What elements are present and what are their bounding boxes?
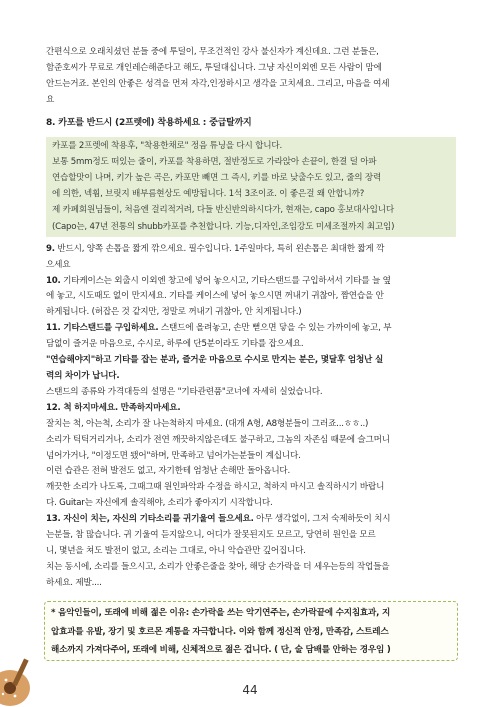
line-text: 잘치는 척, 아는척, 소리가 잘 나는척하지 마세요. (대개 A형, A8형분들이 그러죠...ㅎㅎ..): [46, 418, 369, 429]
bold-lead: 력의 차이가 납니다.: [46, 371, 120, 381]
body-line: [46, 560, 456, 576]
body-line: [46, 385, 456, 401]
line-text: 으세요: [46, 259, 71, 270]
body-line: [46, 528, 456, 544]
note-line: 해소까지 가져다주어, 또래에 비해, 신체적으로 젊은 겁니다. ( 단, 술 담배를 안하는 경우임 ): [51, 645, 391, 655]
body-line: [46, 464, 456, 480]
capo-tip-line: 카포를 2프렛에 착용후, "착용한채로" 정음 튜닝을 다시 합니다.: [52, 140, 282, 151]
body-line: [46, 496, 456, 512]
section-8-heading: 8. 카포를 반드시 (2프렛에) 착용하세요 : 중급탈까지: [46, 117, 252, 128]
body-line: [46, 242, 456, 258]
capo-tip-line: (Capo는, 47년 전통의 shubb카포를 추천합니다. 기능,디자인,조임강도 미세조절까지 최고임): [52, 221, 395, 232]
body-line: [46, 401, 456, 417]
bold-lead: "연습해야지"하고 기타를 잡는 분과, 즐거운 마음으로 수시로 만지는 분은, 몇달후 엄청난 실: [46, 355, 384, 366]
bold-lead: 11. 기타스탠드를 구입하세요.: [46, 323, 159, 334]
body-line: [46, 369, 456, 385]
capo-tip-box: [46, 137, 456, 237]
page-number: 44: [242, 683, 258, 697]
note-line: * 음악인들이, 또래에 비해 젊은 이유: 손가락을 쓰는 악기연주는, 손가락끝에 수지침효과, 지: [51, 608, 391, 618]
intro-line: 안드는거죠. 본인의 안좋은 성격을 먼저 자각,인정하시고 생각을 고치세요. 그리고, 마음을 여세: [46, 78, 390, 89]
line-text: 아무 생각없이, 그저 숙제하듯이 치시: [253, 514, 391, 525]
guitar-icon: [0, 650, 42, 707]
body-line: [46, 480, 456, 496]
line-text: 넘어가거나, "이정도면 됐어"하며, 만족하고 넘어가는분들이 계십니다.: [46, 450, 301, 461]
line-text: 깨끗한 소리가 나도록, 그때그때 원인파악과 수정을 하시고, 척하지 마시고 솔직하시기 바랍니: [46, 482, 385, 493]
line-text: 하세요. 제발....: [46, 577, 102, 588]
intro-line: 간편식으로 오래치셨던 분들 중에 투덜이, 무조건적인 강사 불신자가 계신데요. 그런 분들은,: [46, 47, 379, 57]
body-line: [46, 576, 456, 592]
bold-lead: 10.: [46, 275, 61, 286]
line-text: 치는 동시에, 소리를 들으시고, 소리가 안좋은줄을 찾아, 해당 손가락을 더 세우는등의 작업들을: [46, 561, 390, 572]
line-text: 스탠드의 종류와 가격대등의 설명은 "기타관련품"코너에 자세히 실었습니다.: [46, 386, 323, 397]
line-text: 반드시, 양쪽 손톱을 짧게 깎으세요. 필수입니다. 1주일마다, 특히 왼손톱은 최대한 짧게 깍: [54, 243, 385, 254]
capo-tip-line: 에 의한, 넥휨, 브릿지 배부름현상도 예방됩니다. 1석 3조이죠. 이 좋은걸 왜 안합니까?: [52, 189, 365, 200]
line-text: 담없이 즐거운 마음으로, 수시로, 하루에 단5분이라도 기타를 잡으세요.: [46, 339, 304, 350]
intro-line: 함준호씨가 무료로 개인레슨해준다고 해도, 투덜대십니다. 그냥 자신이외엔 모든 사람이 맘에: [46, 62, 382, 73]
body-line: [46, 321, 456, 337]
body-line: [46, 289, 456, 305]
bold-lead: 13. 자신이 치는, 자신의 기타소리를 귀기울여 들으세요.: [46, 514, 254, 525]
bold-lead: 12. 척 하지마세요. 만족하지마세요.: [46, 402, 181, 413]
line-text: 하게됩니다. (허잡은 것 같지만, 정말로 꺼내기 귀찮아, 안 치게됩니다.): [46, 307, 302, 318]
line-text: 이런 습관은 전혀 발전도 없고, 자기한테 엄청난 손해만 돌아옵니다.: [46, 466, 291, 477]
capo-tip-line: 제 카페회원님들이, 처음엔 걸리적거려, 다들 반신반의하시다가, 현재는, capo 홍보대사입니다: [52, 205, 394, 216]
body-line: [46, 258, 456, 274]
body-line: [46, 417, 456, 433]
body-line: [46, 512, 456, 528]
line-text: 는분들, 참 많습니다. 귀 기울여 듣지않으니, 어디가 잘못된지도 모르고, 당연히 원인을 모르: [46, 530, 376, 541]
capo-tip-line: 연습할맛이 나며, 키가 높은 곡은, 카포만 빼면 그 즉시, 키를 바로 낮출수도 있고, 줄의 장력: [52, 172, 382, 183]
line-text: 소리가 틱틱거리거나, 소리가 전연 깨끗하지않은데도 불구하고, 그놈의 자존심 때문에 슬그머니: [46, 434, 390, 445]
body-line: [46, 274, 456, 290]
body-line: [46, 353, 456, 369]
capo-tip-line: 보통 5mm정도 떠있는 줄이, 카포를 착용하면, 절반정도로 가라앉아 손끝이, 한결 덜 아파: [52, 156, 377, 167]
intro-paragraph: [46, 45, 456, 109]
line-text: 기타케이스는 외출시 이외엔 창고에 넣어 놓으시고, 기타스탠드를 구입하셔서 기타를 늘 옆: [60, 275, 391, 286]
page-content: [46, 45, 456, 592]
note-line: 압효과를 유발, 장기 및 호르몬 계통을 자극합니다. 이와 함께 정신적 안정, 만족감, 스트레스: [51, 626, 389, 637]
line-text: 다. Guitar는 자신에게 솔직해야, 소리가 좋아지기 시작합니다.: [46, 498, 273, 509]
intro-line: 요: [46, 94, 55, 105]
bold-lead: 9.: [46, 243, 55, 254]
musician-youth-note: [44, 601, 458, 661]
line-text: 니, 몇년을 쳐도 발전이 없고, 소리는 그대로, 아니 악습관만 깊어집니다.: [46, 545, 306, 556]
body-line: [46, 337, 456, 353]
body-line: [46, 449, 456, 465]
body-line: [46, 305, 456, 321]
body-line: [46, 433, 456, 449]
line-text: 에 놓고, 시도때도 없이 만지세요. 기타를 케이스에 넣어 놓으시면 꺼내기 귀찮아, 짬연습을 안: [46, 291, 384, 302]
line-text: 스탠드에 올려놓고, 손만 뻗으면 닿을 수 있는 가까이에 놓고, 부: [158, 323, 392, 334]
body-text: [46, 242, 456, 592]
body-line: [46, 544, 456, 560]
